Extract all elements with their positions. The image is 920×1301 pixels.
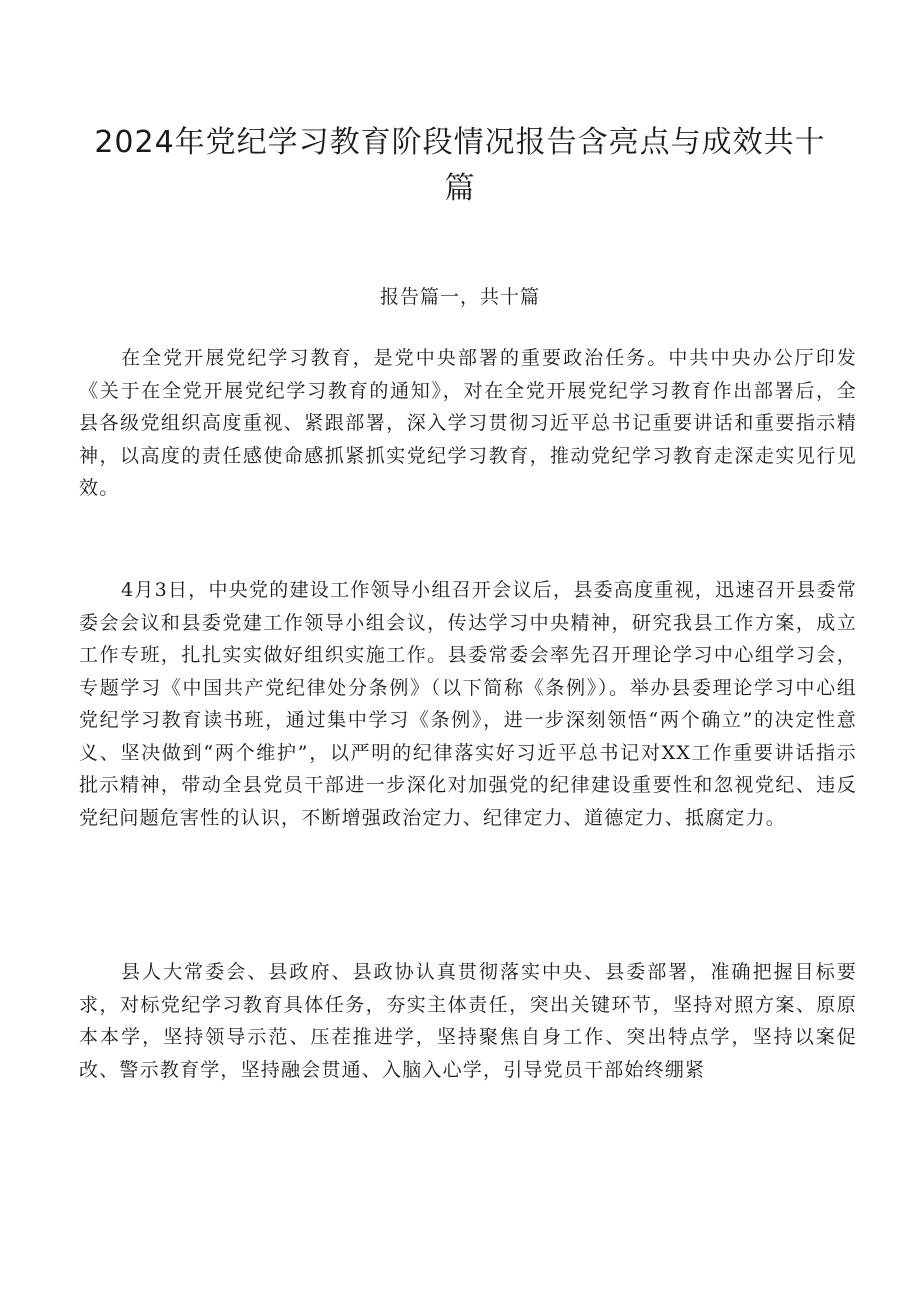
document-title: 2024年党纪学习教育阶段情况报告含亮点与成效共十篇: [94, 125, 826, 206]
paragraph: 在全党开展党纪学习教育，是党中央部署的重要政治任务。中共中央办公厅印发《关于在全党开展党纪学习教育的通知》，对在全党开展党纪学习教育作出部署后，全县各级党组织高度重视、紧跟部署，深入学习贯彻习近平总书记重要讲话和重要指示精神，以高度的责任感使命感抓紧抓实党纪学习教育，推动党纪学习教育走深走实见行见效。: [79, 347, 857, 499]
paragraph: 县人大常委会、县政府、县政协认真贯彻落实中央、县委部署，准确把握目标要求，对标党纪学习教育具体任务，夯实主体责任，突出关键环节，坚持对照方案、原原本本学，坚持领导示范、压茬推进学，坚持聚焦自身工作、突出特点学，坚持以案促改、警示教育学，坚持融会贯通、入脑入心学，引导党员干部始终绷紧: [79, 961, 857, 1081]
section-heading: 报告篇一，共十篇: [379, 286, 540, 308]
paragraph: 4月3日，中央党的建设工作领导小组召开会议后，县委高度重视，迅速召开县委常委会会议和县委党建工作领导小组会议，传达学习中央精神，研究我县工作方案，成立工作专班，扎扎实实做好组织实施工作。县委常委会率先召开理论学习中心组学习会，专题学习《中国共产党纪律处分条例》（以下简称《条例》）。举办县委理论学习中心组党纪学习教育读书班，通过集中学习《条例》，进一步深刻领悟“两个确立”的决定性意义、坚决做到“两个维护”，以严明的纪律落实好习近平总书记对XX工作重要讲话指示批示精神，带动全县党员干部进一步深化对加强党的纪律建设重要性和忽视党纪、违反党纪问题危害性的认识，不断增强政治定力、纪律定力、道德定力、抵腐定力。: [79, 579, 857, 829]
